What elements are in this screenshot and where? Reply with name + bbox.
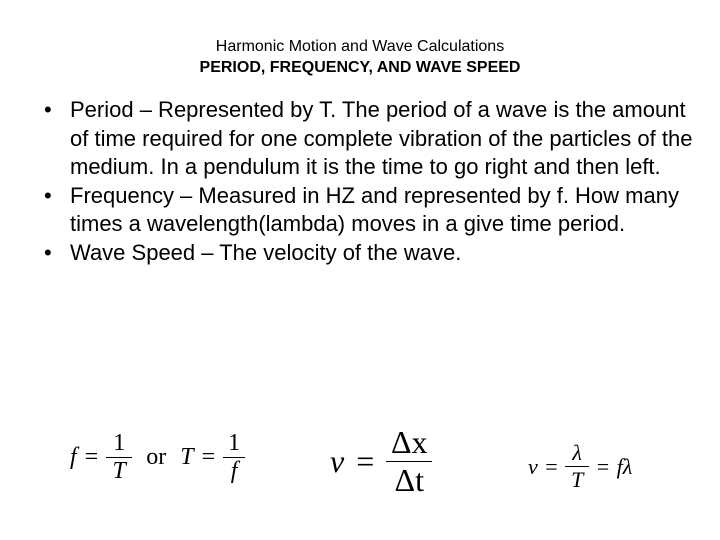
formula-lhs: v: [330, 443, 345, 479]
fraction-denominator-2: f: [230, 458, 238, 484]
or-word: or: [146, 444, 167, 470]
title-line-1: Harmonic Motion and Wave Calculations: [215, 38, 505, 55]
bullet-frequency: [44, 182, 694, 239]
equals-sign: =: [356, 443, 375, 479]
equals-sign: =: [545, 453, 558, 479]
fraction-denominator: T: [112, 458, 126, 484]
equals-sign-2: =: [201, 444, 216, 470]
fraction-numerator: λ: [572, 440, 582, 465]
fraction-numerator: 1: [113, 430, 126, 456]
fraction-2: [223, 430, 245, 485]
bullet-wave-speed: [44, 239, 694, 268]
bullet-text: Period – Represented by T. The period of a wave is the amount of time required for one complete vibration of the particles of the medium. In a pendulum it is the time to go right and then left.: [70, 97, 693, 180]
fraction-denominator: Δt: [394, 462, 424, 498]
fraction: [386, 424, 432, 499]
formula-velocity-wavelength: [528, 440, 632, 493]
fraction: [565, 440, 589, 493]
fraction-denominator: T: [571, 467, 584, 492]
bullet-marker: •: [44, 97, 52, 122]
formula-lhs: f: [70, 444, 77, 470]
formula-lhs: v: [528, 453, 538, 479]
equals-sign: =: [84, 444, 99, 470]
fraction-numerator-2: 1: [228, 430, 241, 456]
bullet-text: Wave Speed – The velocity of the wave.: [70, 239, 462, 265]
bullet-list: [44, 96, 694, 268]
bullet-marker: •: [44, 182, 52, 208]
title-line-2: PERIOD, FREQUENCY, AND WAVE SPEED: [199, 59, 521, 76]
bullet-text: Frequency – Measured in HZ and represented by f. How many times a wavelength(lambda) moves in a give time period.: [70, 182, 679, 237]
fraction-numerator: Δx: [390, 424, 428, 460]
bullet-marker: •: [44, 239, 52, 265]
slide-title: [0, 36, 720, 78]
formula-velocity-delta: [330, 424, 432, 499]
bullet-period: [44, 96, 694, 182]
formula-frequency-period: [70, 430, 245, 485]
equals-sign-2: =: [596, 453, 610, 479]
formula-rhs: fλ: [616, 453, 633, 479]
formula-lhs-2: T: [180, 444, 194, 470]
fraction: [106, 430, 132, 485]
